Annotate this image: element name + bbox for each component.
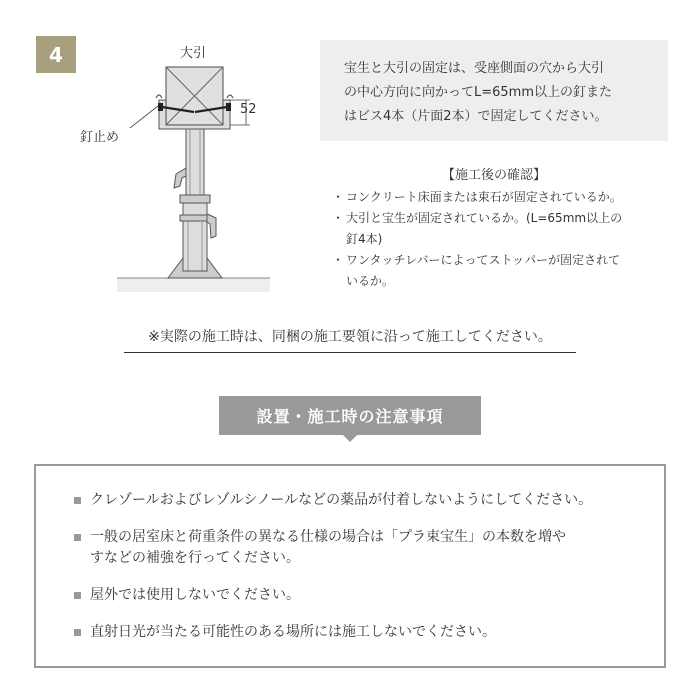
caution-box: [34, 464, 666, 668]
support-post-illustration: [70, 36, 320, 306]
caution-item: [74, 490, 644, 511]
dimension-label: 52: [240, 102, 257, 117]
instruction-line: の中心方向に向かってL=65mm以上の釘また: [344, 85, 613, 100]
check-item-line: ワンタッチレバーによってストッパーが固定されて: [346, 253, 621, 267]
check-item: [330, 208, 670, 250]
nail-label: 釘止め: [80, 130, 120, 145]
check-list: [330, 187, 670, 292]
bullet-dot: ・: [332, 211, 345, 225]
beam-cross-section: [166, 67, 223, 125]
nail-leader-line: [130, 106, 158, 128]
post-column: [168, 129, 222, 278]
beam-label: 大引: [180, 46, 207, 61]
check-item-line: 釘4本): [346, 232, 383, 246]
step-number: 4: [49, 42, 63, 67]
fixing-instruction-box: [320, 40, 668, 141]
check-item: [330, 250, 670, 292]
caution-item-line: 一般の居室床と荷重条件の異なる仕様の場合は「プラ束宝生」の本数を増や: [90, 529, 566, 545]
caution-item: [74, 622, 644, 643]
check-title: 【施工後の確認】: [441, 168, 546, 183]
caution-arrow: [343, 435, 357, 442]
caution-item: [74, 585, 644, 606]
caution-item: [74, 527, 644, 569]
bullet-dot: ・: [332, 190, 345, 204]
check-item-line: コンクリート床面または束石が固定されているか。: [346, 190, 622, 204]
square-bullet-icon: [74, 497, 81, 504]
square-bullet-icon: [74, 592, 81, 599]
check-item-line: 大引と宝生が固定されているか。(L=65mm以上の: [346, 211, 623, 225]
caution-item-line: 屋外では使用しないでください。: [90, 587, 300, 603]
floor-slab: [117, 278, 270, 292]
construction-note: ※実際の施工時は、同梱の施工要領に沿って施工してください。: [124, 326, 576, 353]
bullet-dot: ・: [332, 253, 345, 267]
square-bullet-icon: [74, 534, 81, 541]
square-bullet-icon: [74, 629, 81, 636]
post-install-check: [330, 164, 670, 292]
check-item: [330, 187, 670, 208]
instruction-line: はビス4本（片面2本）で固定してください。: [344, 109, 608, 124]
caution-item-line: すなどの補強を行ってください。: [90, 550, 300, 566]
caution-item-line: 直射日光が当たる可能性のある場所には施工しないでください。: [90, 624, 496, 640]
installation-diagram: [70, 36, 320, 306]
caution-header-text: 設置・施工時の注意事項: [256, 407, 444, 426]
caution-list: [74, 490, 644, 643]
check-item-line: いるか。: [346, 274, 395, 288]
instruction-line: 宝生と大引の固定は、受座側面の穴から大引: [344, 61, 605, 76]
caution-item-line: クレゾールおよびレゾルシノールなどの薬品が付着しないようにしてください。: [90, 492, 593, 508]
caution-header: [219, 396, 481, 435]
